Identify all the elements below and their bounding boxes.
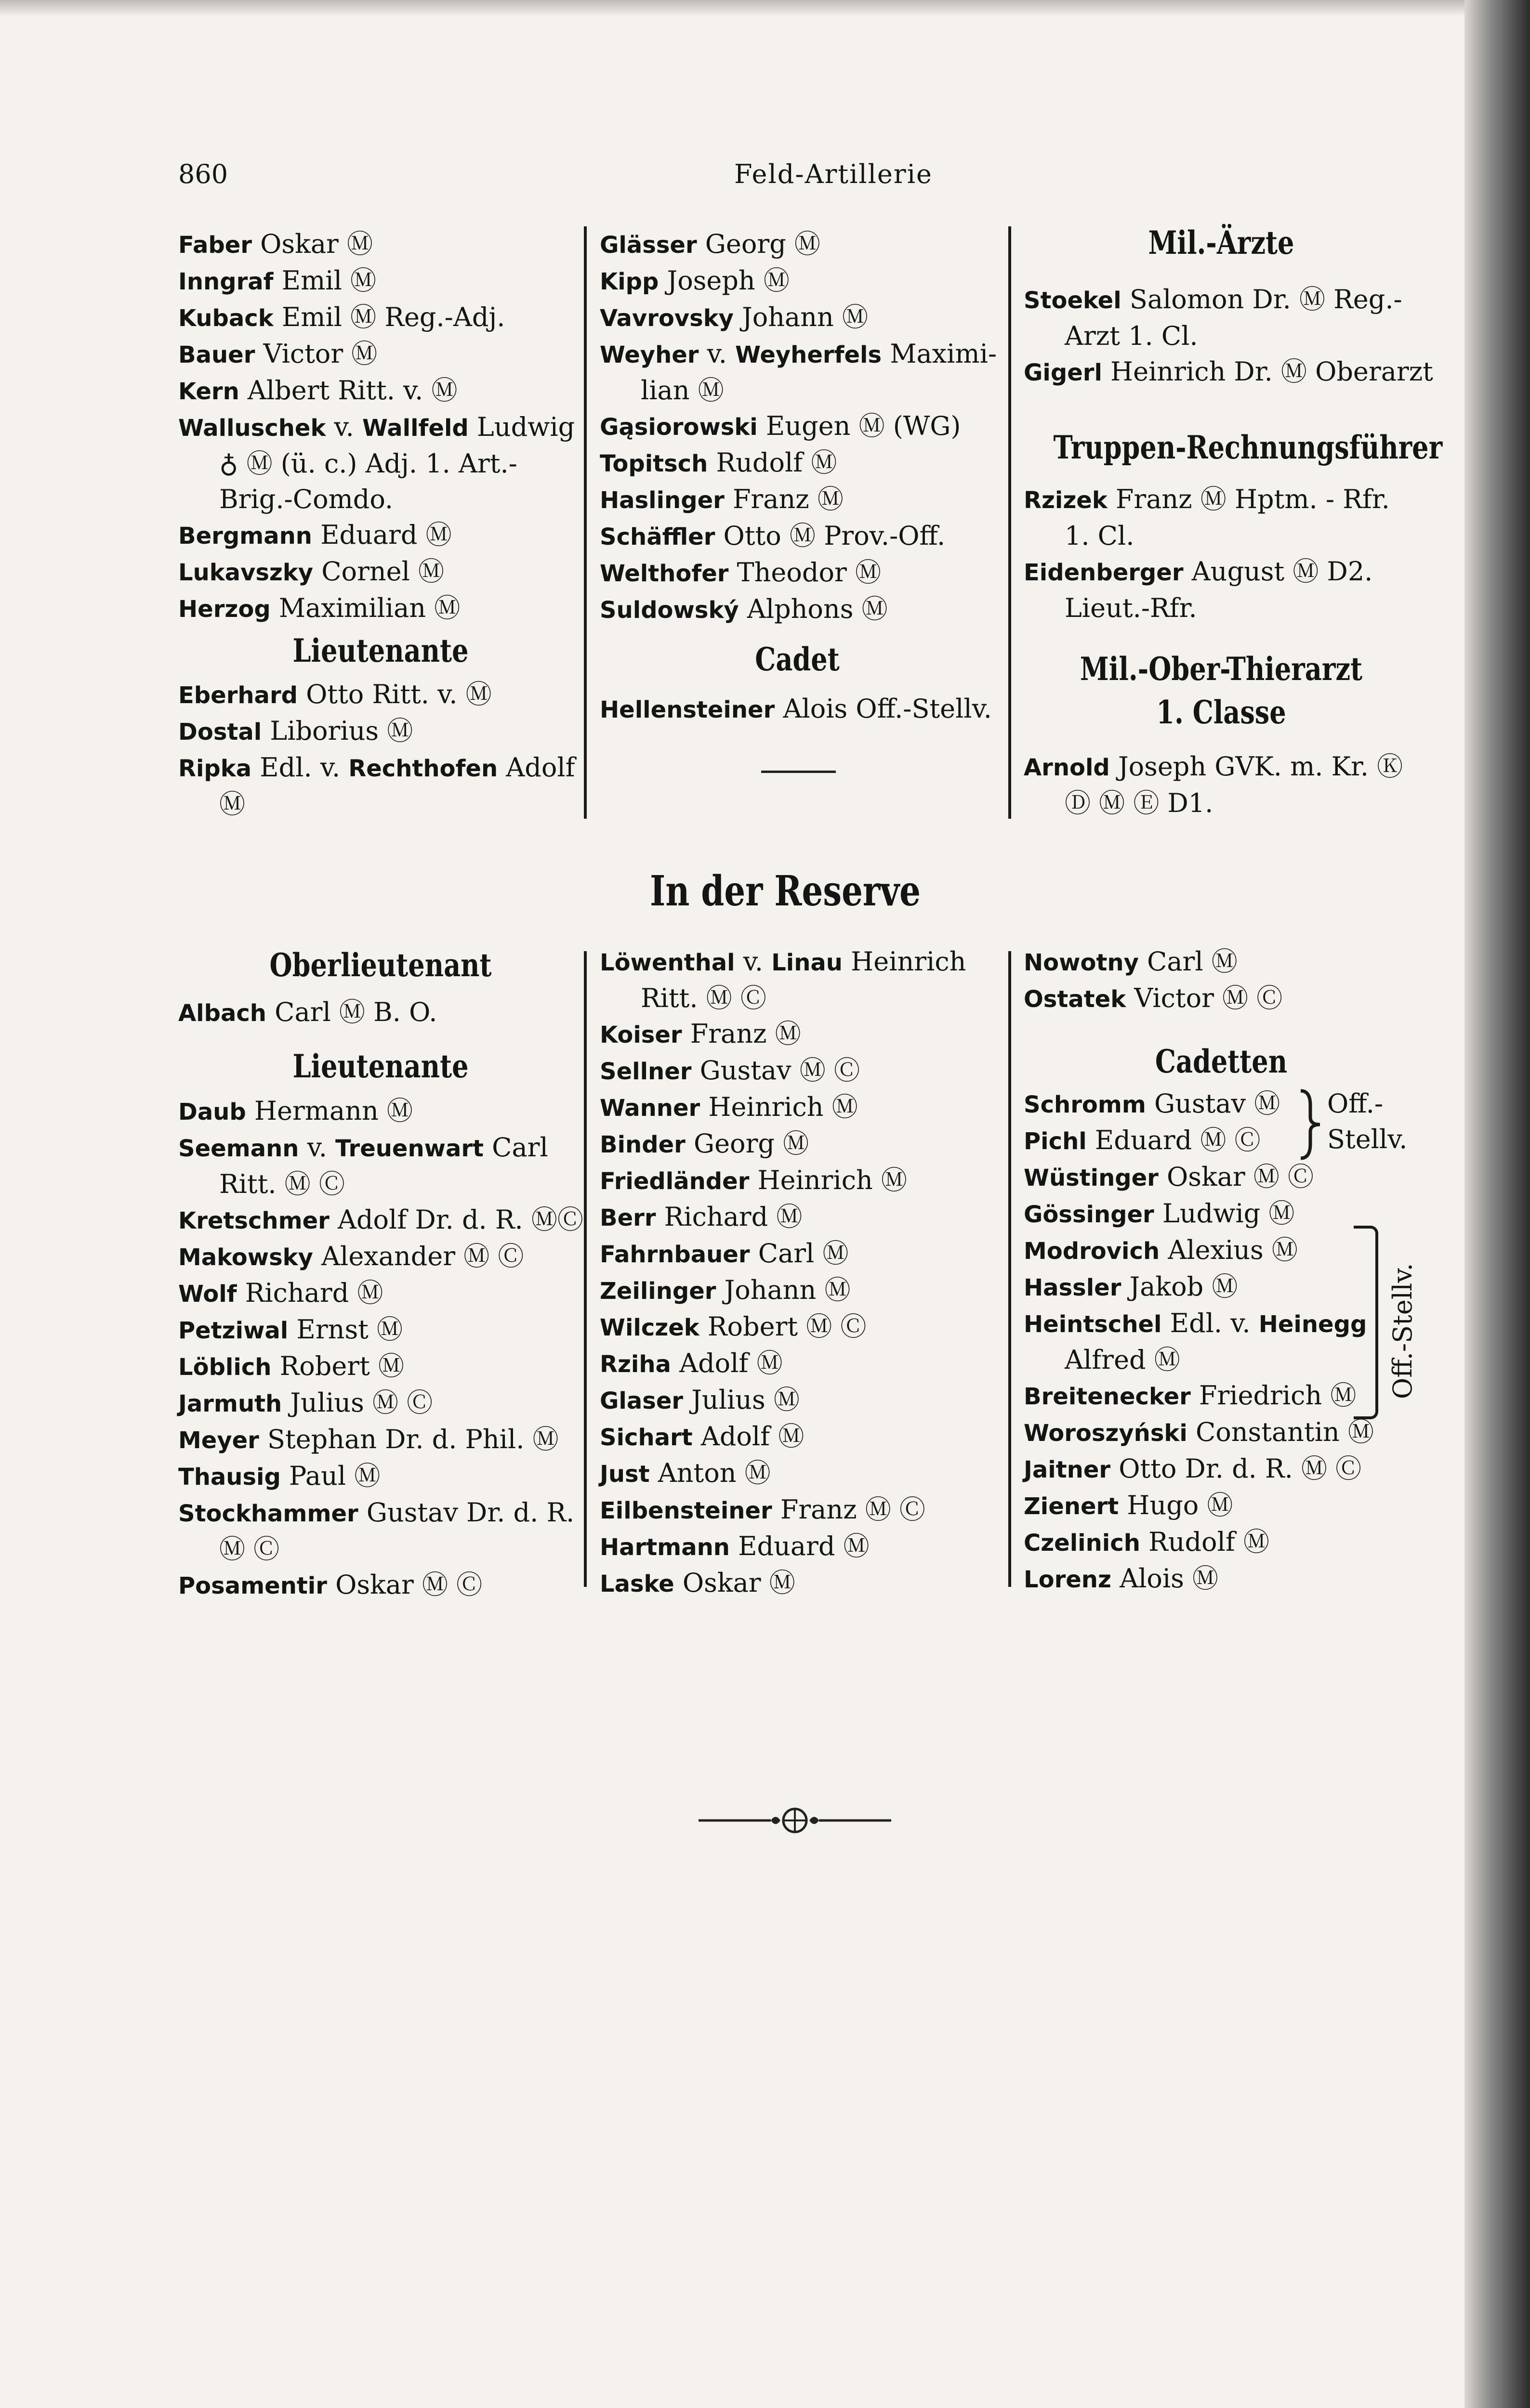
- mil-aerzte-heading: Mil.-Ärzte: [1148, 224, 1294, 262]
- list-entry: Gąsiorowski Eugen Ⓜ (WG): [600, 411, 961, 441]
- list-entry: 1. Cl.: [1065, 521, 1134, 551]
- list-entry: Pichl Eduard Ⓜ Ⓒ: [1024, 1125, 1261, 1155]
- list-entry: Posamentir Oskar Ⓜ Ⓒ: [178, 1570, 483, 1600]
- list-entry: Dostal Liborius Ⓜ: [178, 716, 413, 746]
- list-entry: Daub Hermann Ⓜ: [178, 1096, 413, 1126]
- list-entry: Ritt. Ⓜ Ⓒ: [641, 983, 766, 1013]
- list-entry: Ostatek Victor Ⓜ Ⓒ: [1024, 983, 1283, 1013]
- list-entry: Koiser Franz Ⓜ: [600, 1019, 801, 1049]
- tierarzt-subheading: 1. Classe: [1156, 694, 1286, 731]
- list-entry: Glaser Julius Ⓜ: [600, 1385, 800, 1415]
- mil-aerzte-list: [1024, 282, 1433, 391]
- list-entry: Hartmann Eduard Ⓜ: [600, 1531, 870, 1561]
- list-entry: ♁ Ⓜ (ü. c.) Adj. 1. Art.-: [219, 448, 517, 479]
- section-divider: [761, 771, 836, 773]
- list-entry: Ⓓ Ⓜ Ⓔ D1.: [1065, 788, 1213, 818]
- active-officers-list: [178, 226, 575, 627]
- column-rule-4: [1008, 951, 1011, 1587]
- list-entry: Albach Carl Ⓜ B. O.: [178, 997, 437, 1027]
- reserve-title: In der Reserve: [650, 867, 921, 916]
- list-entry: Woroszyński Constantin Ⓜ: [1024, 1417, 1374, 1447]
- offstellv-line1: Off.-: [1327, 1088, 1384, 1119]
- list-entry: Breitenecker Friedrich Ⓜ: [1024, 1380, 1357, 1411]
- lieutenants-list: [178, 677, 575, 822]
- list-entry: Haslinger Franz Ⓜ: [600, 484, 844, 514]
- list-entry: Meyer Stephan Dr. d. Phil. Ⓜ: [178, 1424, 559, 1454]
- list-entry: Kretschmer Adolf Dr. d. R. ⓂⒸ: [178, 1204, 583, 1235]
- list-entry: Binder Georg Ⓜ: [600, 1128, 809, 1159]
- list-entry: Arzt 1. Cl.: [1065, 321, 1198, 351]
- list-entry: Suldowský Alphons Ⓜ: [600, 594, 888, 624]
- list-entry: Ripka Edl. v. Rechthofen Adolf: [178, 752, 575, 783]
- list-entry: Zeilinger Johann Ⓜ: [600, 1275, 851, 1305]
- tierarzt-list: [1024, 749, 1403, 821]
- column-rule-2: [1008, 226, 1011, 819]
- list-entry: Kipp Joseph Ⓜ: [600, 265, 790, 296]
- offstellv-vertical-label: Off.-Stellv.: [1387, 1263, 1418, 1399]
- list-entry: Topitsch Rudolf Ⓜ: [600, 447, 837, 478]
- list-entry: Wilczek Robert Ⓜ Ⓒ: [600, 1311, 867, 1342]
- list-entry: Ritt. Ⓜ Ⓒ: [219, 1169, 345, 1199]
- reserve-list-col3: [1024, 944, 1282, 1017]
- oberlieutenant-heading: Oberlieutenant: [269, 946, 492, 984]
- list-entry: Weyher v. Weyherfels Maximi-: [600, 339, 997, 369]
- list-entry: Löwenthal v. Linau Heinrich: [600, 946, 966, 977]
- list-entry: Czelinich Rudolf Ⓜ: [1024, 1527, 1269, 1557]
- list-entry: Faber Oskar Ⓜ: [178, 229, 373, 259]
- cadetten-heading: Cadetten: [1155, 1043, 1288, 1080]
- tierarzt-heading: Mil.-Ober-Thierarzt: [1080, 650, 1363, 688]
- officers-list-col2: [600, 226, 997, 628]
- list-entry: Vavrovsky Johann Ⓜ: [600, 302, 868, 332]
- list-entry: Wanner Heinrich Ⓜ: [600, 1092, 858, 1122]
- list-entry: Laske Oskar Ⓜ: [600, 1568, 795, 1598]
- page-number: 860: [178, 159, 228, 189]
- list-entry: Arnold Joseph GVK. m. Kr. Ⓚ: [1024, 751, 1403, 782]
- list-entry: Bauer Victor Ⓜ: [178, 339, 378, 369]
- list-entry: Ⓜ Ⓒ: [219, 1534, 280, 1564]
- list-entry: Fahrnbauer Carl Ⓜ: [600, 1238, 849, 1269]
- list-entry: Jarmuth Julius Ⓜ Ⓒ: [178, 1387, 433, 1418]
- list-entry: Lukavszky Cornel Ⓜ: [178, 556, 445, 587]
- group-bracket: [1354, 1226, 1378, 1419]
- cadet-heading: Cadet: [755, 641, 840, 678]
- list-entry: Walluschek v. Wallfeld Ludwig: [178, 412, 575, 442]
- list-entry: Makowsky Alexander Ⓜ Ⓒ: [178, 1241, 524, 1271]
- list-entry: Löblich Robert Ⓜ: [178, 1351, 404, 1381]
- list-entry: Eidenberger August Ⓜ D2.: [1024, 556, 1373, 587]
- list-entry: Hellensteiner Alois Off.-Stellv.: [600, 694, 992, 724]
- list-entry: Just Anton Ⓜ: [600, 1458, 771, 1488]
- list-entry: Ⓜ: [219, 789, 245, 819]
- list-entry: Schäffler Otto Ⓜ Prov.-Off.: [600, 521, 946, 551]
- list-entry: Petziwal Ernst Ⓜ: [178, 1314, 403, 1345]
- reserve-lieutenants-heading: Lieutenante: [292, 1047, 469, 1085]
- oberlieutenant-list: [178, 995, 437, 1031]
- list-entry: Rzizek Franz Ⓜ Hptm. - Rfr.: [1024, 484, 1390, 514]
- list-entry: Rziha Adolf Ⓜ: [600, 1348, 783, 1378]
- list-entry: Lorenz Alois Ⓜ: [1024, 1563, 1218, 1594]
- page-edge-shadow: [1464, 0, 1530, 2408]
- list-entry: Kern Albert Ritt. v. Ⓜ: [178, 375, 458, 406]
- list-entry: lian Ⓜ: [641, 375, 724, 406]
- list-entry: Wüstinger Oskar Ⓜ Ⓒ: [1024, 1162, 1314, 1192]
- list-entry: Nowotny Carl Ⓜ: [1024, 946, 1238, 977]
- list-entry: Stockhammer Gustav Dr. d. R.: [178, 1497, 575, 1528]
- list-entry: Stoekel Salomon Dr. Ⓜ Reg.-: [1024, 284, 1402, 314]
- cadet-list: [600, 691, 992, 728]
- cadetten-list: [1024, 1086, 1374, 1597]
- list-entry: Inngraf Emil Ⓜ: [178, 265, 377, 296]
- list-entry: Herzog Maximilian Ⓜ: [178, 593, 461, 623]
- list-entry: Schromm Gustav Ⓜ: [1024, 1088, 1280, 1119]
- brace-icon: [1296, 1088, 1325, 1161]
- list-entry: Glässer Georg Ⓜ: [600, 229, 820, 259]
- list-entry: Eilbensteiner Franz Ⓜ Ⓒ: [600, 1494, 925, 1525]
- list-entry: Friedländer Heinrich Ⓜ: [600, 1165, 907, 1195]
- list-entry: Wolf Richard Ⓜ: [178, 1278, 383, 1308]
- list-entry: Welthofer Theodor Ⓜ: [600, 557, 881, 588]
- list-entry: Berr Richard Ⓜ: [600, 1202, 803, 1232]
- list-entry: Seemann v. Treuenwart Carl: [178, 1132, 548, 1163]
- lieutenants-heading: Lieutenante: [292, 632, 469, 669]
- list-entry: Brig.-Comdo.: [219, 484, 394, 514]
- offstellv-line2: Stellv.: [1327, 1124, 1408, 1154]
- column-rule-3: [584, 951, 587, 1587]
- list-entry: Sellner Gustav Ⓜ Ⓒ: [600, 1055, 860, 1086]
- column-rule-1: [584, 226, 587, 819]
- list-entry: Jaitner Otto Dr. d. R. Ⓜ Ⓒ: [1024, 1453, 1362, 1484]
- list-entry: Kuback Emil Ⓜ Reg.-Adj.: [178, 302, 505, 332]
- reserve-list-col2: [600, 944, 966, 1602]
- list-entry: Gössinger Ludwig Ⓜ: [1024, 1198, 1295, 1229]
- reserve-lieutenants-list: [178, 1093, 583, 1604]
- offstellv-note: [1327, 1086, 1407, 1157]
- list-entry: Sichart Adolf Ⓜ: [600, 1421, 805, 1452]
- list-entry: Heintschel Edl. v. Heinegg: [1024, 1308, 1367, 1338]
- list-entry: Lieut.-Rfr.: [1065, 593, 1197, 623]
- list-entry: Eberhard Otto Ritt. v. Ⓜ: [178, 679, 492, 709]
- rechnungsfuehrer-heading: Truppen-Rechnungsführer: [1053, 429, 1443, 466]
- ornament-icon: [694, 1801, 896, 1840]
- list-entry: Gigerl Heinrich Dr. Ⓜ Oberarzt: [1024, 356, 1433, 387]
- page-top-shadow: [0, 0, 1464, 16]
- list-entry: Thausig Paul Ⓜ: [178, 1461, 381, 1491]
- rechnungsfuehrer-list: [1024, 482, 1390, 626]
- list-entry: Zienert Hugo Ⓜ: [1024, 1490, 1233, 1520]
- list-entry: Hassler Jakob Ⓜ: [1024, 1271, 1238, 1302]
- running-title: Feld-Artillerie: [734, 159, 933, 189]
- list-entry: Bergmann Eduard Ⓜ: [178, 520, 452, 550]
- list-entry: Alfred Ⓜ: [1065, 1345, 1180, 1375]
- list-entry: Modrovich Alexius Ⓜ: [1024, 1235, 1298, 1265]
